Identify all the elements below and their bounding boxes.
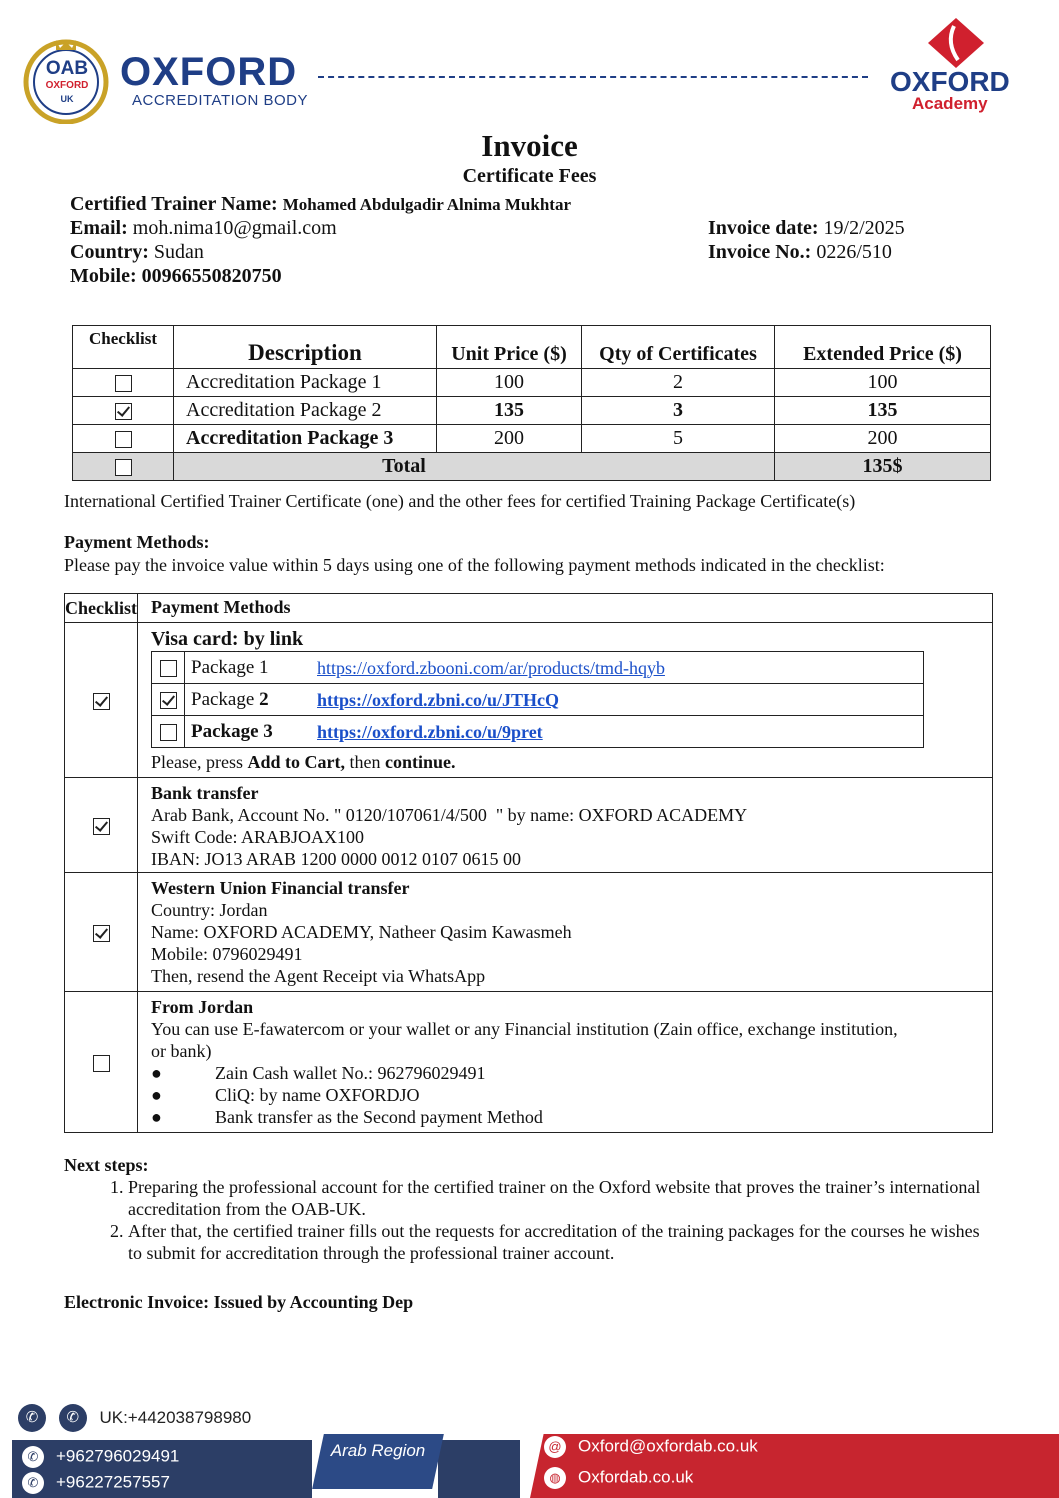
bank-checkbox-cell	[65, 778, 138, 873]
academy-logo-icon	[928, 18, 984, 68]
col-checklist: Checklist	[73, 326, 174, 369]
row-unit: 135	[437, 397, 582, 425]
pkg3-link-cell	[311, 716, 924, 748]
page-title: Invoice	[481, 128, 578, 163]
fees-header-row	[73, 326, 991, 369]
row-unit: 200	[437, 425, 582, 453]
bank-line-1: Arab Bank, Account No. " 0120/107061/4/500 " by name: OXFORD ACADEMY	[151, 805, 748, 825]
visa-package-row	[152, 716, 924, 748]
page-subtitle: Certificate Fees	[462, 165, 597, 187]
oab-seal-uk: UK	[60, 94, 74, 104]
visa-links-table	[151, 651, 924, 748]
pkg1-link[interactable]: https://oxford.zbooni.com/ar/products/tmd-hqyb	[317, 657, 665, 678]
pkg1-label: Package 1	[185, 652, 312, 684]
western-title: Western Union Financial transfer	[151, 878, 410, 898]
invoice-no-row	[708, 240, 892, 264]
visa-cell	[138, 623, 993, 778]
header-divider	[318, 76, 868, 78]
pkg3-label: Package 3	[185, 716, 312, 748]
list-item: ● Zain Cash wallet No.: 962796029491	[151, 1063, 486, 1083]
total-row	[73, 453, 991, 481]
row-qty: 2	[582, 369, 775, 397]
region-label: Arab Region	[330, 1441, 426, 1460]
visa-checkbox-cell	[65, 623, 138, 778]
row-description: Accreditation Package 1	[174, 369, 437, 397]
bank-row	[65, 778, 993, 873]
table-row	[73, 425, 991, 453]
pkg1-link-cell	[311, 652, 924, 684]
oab-seal-oxford: OXFORD	[45, 80, 89, 91]
jordan-checkbox[interactable]	[93, 1055, 110, 1072]
uk-phone[interactable]: UK:+442038798980	[99, 1408, 252, 1427]
visa-press-text: Please, press	[151, 752, 248, 772]
jordan-bullet-3: Bank transfer as the Second payment Method	[215, 1107, 543, 1127]
row-unit: 100	[437, 369, 582, 397]
row-checkbox-cell	[73, 397, 174, 425]
row-qty: 5	[582, 425, 775, 453]
row-checkbox[interactable]	[115, 431, 132, 448]
jordan-checkbox-cell	[65, 992, 138, 1133]
col-qty: Qty of Certificates	[582, 326, 775, 369]
bank-line-3: IBAN: JO13 ARAB 1200 0000 0012 0107 0615 00	[151, 849, 522, 869]
pkg3-link[interactable]: https://oxford.zbni.co/u/9pret	[317, 721, 543, 742]
list-item: ● Bank transfer as the Second payment Method	[151, 1107, 543, 1127]
western-checkbox[interactable]	[93, 925, 110, 942]
col-unit-price: Unit Price ($)	[437, 326, 582, 369]
row-checkbox[interactable]	[115, 375, 132, 392]
visa-continue: continue.	[384, 752, 456, 772]
visa-package-row	[152, 652, 924, 684]
row-description: Accreditation Package 3	[174, 425, 437, 453]
jordan-line-1: You can use E-fawatercom or your wallet or any Financial institution (Zain office, exchange institution, or bank)	[151, 1019, 898, 1061]
footer-web-row	[544, 1467, 693, 1489]
pkg2-checkbox-cell	[152, 684, 185, 716]
western-line-3: Mobile: 0796029491	[151, 944, 303, 964]
total-value: 135$	[775, 453, 991, 481]
pkg2-num: 2	[259, 688, 269, 710]
jordan-row	[65, 992, 993, 1133]
footer-email-row	[544, 1436, 758, 1458]
pkg2-link-cell	[311, 684, 924, 716]
whatsapp-icon: ✆	[22, 1446, 44, 1468]
row-extended: 200	[775, 425, 991, 453]
visa-package-row	[152, 684, 924, 716]
mobile-label: Mobile:	[70, 265, 137, 287]
next-step-item: 2. After that, the certified trainer fills out the requests for accreditation of the training packages for the courses he wishes to submit for accreditation through the professional trainer account.	[128, 1220, 994, 1264]
payment-col-methods: Payment Methods	[138, 594, 993, 623]
country-value: Sudan	[153, 241, 204, 263]
trainer-name-row	[70, 192, 571, 217]
jordan-bullet-1: Zain Cash wallet No.: 962796029491	[215, 1063, 486, 1083]
western-row	[65, 873, 993, 992]
payment-heading: Payment Methods:	[64, 532, 210, 552]
table-row	[73, 397, 991, 425]
academy-brand: OXFORD	[890, 66, 1010, 97]
visa-row	[65, 623, 993, 778]
col-description: Description	[174, 326, 437, 369]
visa-instruction	[151, 751, 992, 773]
payment-col-checklist: Checklist	[65, 594, 138, 623]
fees-table	[72, 325, 991, 481]
row-checkbox-checked[interactable]	[115, 403, 132, 420]
visa-add-to-cart: Add to Cart,	[247, 752, 345, 772]
footer-note: Electronic Invoice: Issued by Accounting Dep	[64, 1292, 414, 1312]
row-qty: 3	[582, 397, 775, 425]
next-steps-heading: Next steps:	[64, 1155, 149, 1175]
email-row	[70, 216, 337, 240]
total-checkbox-cell	[73, 453, 174, 481]
trainer-label: Certified Trainer Name:	[70, 193, 278, 215]
footer-website[interactable]: Oxfordab.co.uk	[578, 1467, 694, 1487]
table-row	[73, 369, 991, 397]
whatsapp-icon: ✆	[59, 1404, 87, 1432]
invoice-no-value: 0226/510	[816, 241, 892, 263]
footer-phone-1[interactable]: +962796029491	[56, 1446, 180, 1466]
pkg3-checkbox[interactable]	[160, 724, 177, 741]
western-line-4: Then, resend the Agent Receipt via WhatsApp	[151, 966, 486, 986]
row-extended: 100	[775, 369, 991, 397]
bank-checkbox[interactable]	[93, 818, 110, 835]
phone-icon: ✆	[22, 1472, 44, 1494]
footer-phone-2-row	[22, 1472, 170, 1494]
brand-subtitle: ACCREDITATION BODY	[132, 92, 308, 109]
certificate-note: International Certified Trainer Certificate (one) and the other fees for certified Training Package Certificate(s)	[64, 491, 856, 511]
payment-table	[64, 593, 993, 1133]
row-description: Accreditation Package 2	[174, 397, 437, 425]
jordan-title: From Jordan	[151, 997, 254, 1017]
western-checkbox-cell	[65, 873, 138, 992]
next-step-item: 1. Preparing the professional account for the certified trainer on the Oxford website that proves the trainer’s international accreditation from the OAB-UK.	[128, 1176, 994, 1220]
payment-header-row	[65, 594, 993, 623]
pkg3-checkbox-cell	[152, 716, 185, 748]
visa-then-text: then	[344, 752, 385, 772]
trainer-name: Mohamed Abdulgadir Alnima Mukhtar	[282, 195, 571, 214]
pkg1-checkbox[interactable]	[160, 660, 177, 677]
phone-icon: ✆	[18, 1404, 46, 1432]
pkg2-checkbox[interactable]	[160, 692, 177, 709]
western-line-1: Country: Jordan	[151, 900, 268, 920]
total-checkbox[interactable]	[115, 459, 132, 476]
col-extended-price: Extended Price ($)	[775, 326, 991, 369]
brand-name: OXFORD	[120, 50, 298, 94]
payment-instruction: Please pay the invoice value within 5 days using one of the following payment methods indicated in the checklist:	[64, 555, 885, 575]
mobile-value: 00966550820750	[141, 265, 282, 287]
row-checkbox-cell	[73, 425, 174, 453]
western-cell	[138, 873, 993, 992]
bank-cell	[138, 778, 993, 873]
jordan-bullet-2: CliQ: by name OXFORDJO	[215, 1085, 420, 1105]
visa-title: Visa card: by link	[151, 628, 304, 650]
row-checkbox-cell	[73, 369, 174, 397]
footer-phone-1-row	[22, 1446, 179, 1468]
globe-icon: ◍	[544, 1467, 566, 1489]
footer-uk-phone-row	[18, 1404, 251, 1432]
footer-phone-2[interactable]: +96227257557	[56, 1472, 170, 1492]
next-steps	[64, 1154, 994, 1264]
mobile-row	[70, 264, 282, 288]
pkg2-link[interactable]: https://oxford.zbni.co/u/JTHcQ	[317, 689, 560, 710]
western-line-2: Name: OXFORD ACADEMY, Natheer Qasim Kawasmeh	[151, 922, 572, 942]
email-label: Email:	[70, 217, 128, 239]
bank-line-2: Swift Code: ARABJOAX100	[151, 827, 365, 847]
bank-title: Bank transfer	[151, 783, 259, 803]
invoice-date-value: 19/2/2025	[823, 217, 905, 239]
list-item: ● CliQ: by name OXFORDJO	[151, 1085, 420, 1105]
at-sign-icon: @	[544, 1436, 566, 1458]
visa-checkbox[interactable]	[93, 693, 110, 710]
email-value: moh.nima10@gmail.com	[132, 217, 337, 239]
invoice-date-row	[708, 216, 905, 240]
footer-band-dark	[438, 1440, 520, 1498]
invoice-date-label: Invoice date:	[708, 217, 819, 239]
pkg2-label-cell	[185, 684, 312, 716]
next-steps-list	[64, 1176, 994, 1264]
oab-seal-text: OAB	[45, 58, 89, 79]
total-label: Total	[174, 453, 775, 481]
row-extended: 135	[775, 397, 991, 425]
jordan-cell	[138, 992, 993, 1133]
academy-subtitle: Academy	[912, 94, 988, 113]
invoice-no-label: Invoice No.:	[708, 241, 812, 263]
pkg2-label: Package	[191, 688, 255, 710]
pkg1-checkbox-cell	[152, 652, 185, 684]
country-row	[70, 240, 204, 264]
country-label: Country:	[70, 241, 149, 263]
footer-email[interactable]: Oxford@oxfordab.co.uk	[578, 1436, 758, 1456]
